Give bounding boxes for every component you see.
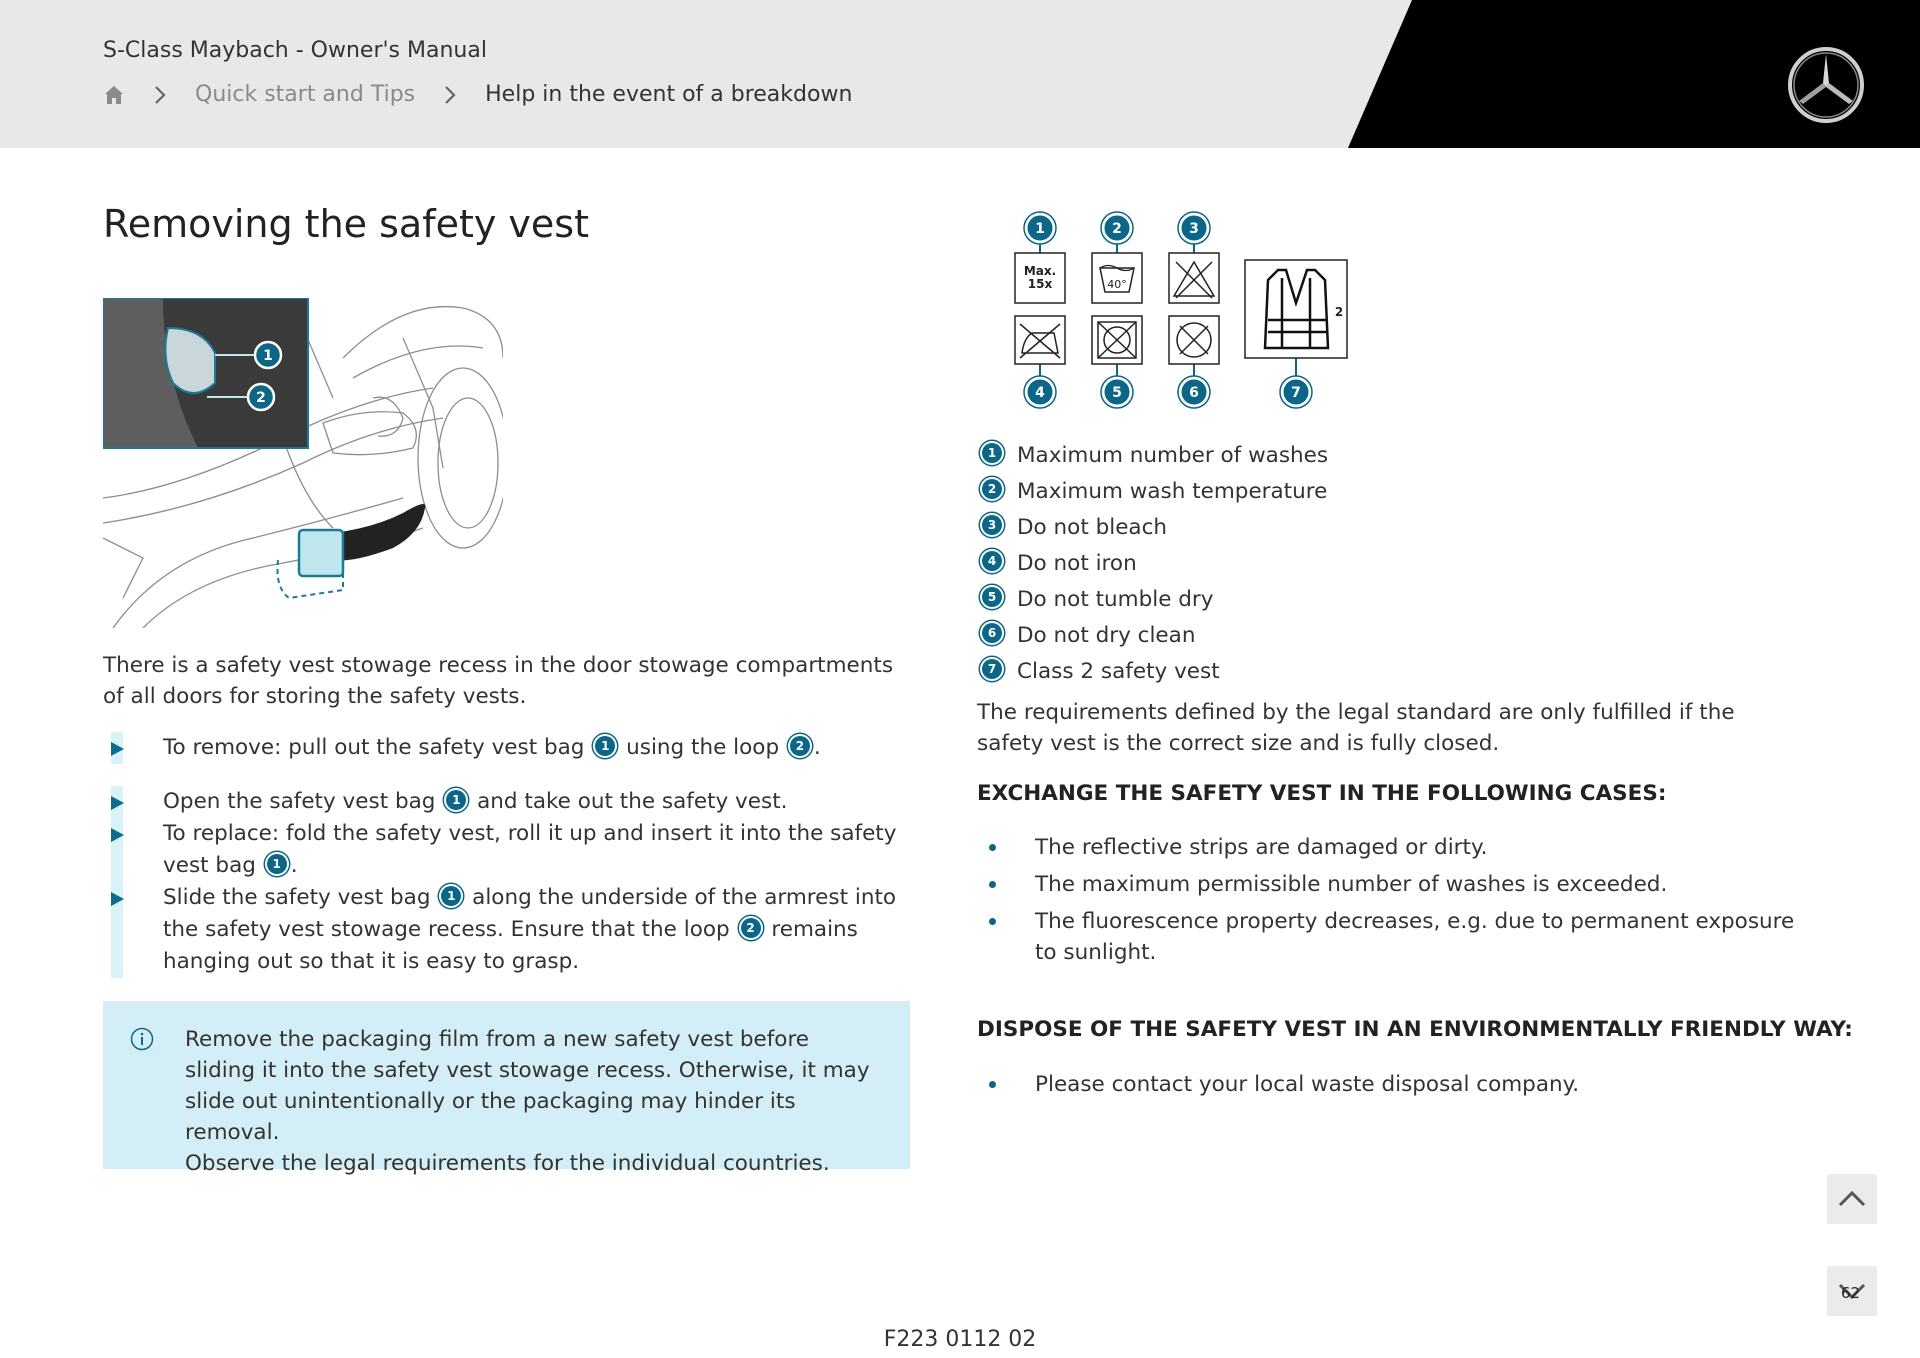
arrow-bullet-icon: [111, 828, 124, 842]
arrow-bullet-icon: [111, 892, 124, 906]
svg-text:40°: 40°: [1107, 278, 1127, 291]
home-icon[interactable]: [103, 84, 125, 106]
step-item: To replace: fold the safety vest, roll it up and insert it into the safety vest bag 1 .: [103, 818, 913, 882]
callout-badge: 1: [441, 886, 461, 906]
callout-badge: 3: [982, 515, 1002, 535]
chevron-right-icon: [437, 84, 463, 106]
step-item: Slide the safety vest bag 1 along the underside of the armrest into the safety vest stowage recess. Ensure that the loop 2 remains hanging out so that it is easy to grasp.: [103, 882, 913, 978]
symbol-callout: [1101, 212, 1133, 244]
info-text: Remove the packaging film from a new safety vest before sliding it into the safety vest stowage recess. Otherwise, it may slide out unintentionally or the packaging may hinder its removal. Observe the legal requirements for the individual countries.: [185, 1027, 870, 1176]
callout-badge: 2: [982, 479, 1002, 499]
arrow-bullet-icon: [111, 742, 124, 756]
callout-badge: 1: [267, 854, 287, 874]
intro-paragraph: There is a safety vest stowage recess in the door stowage compartments of all doors for storing the safety vests.: [103, 653, 894, 709]
legend-item: 1 Maximum number of washes: [978, 437, 1328, 473]
list-item: Please contact your local waste disposal company.: [977, 1069, 1797, 1100]
symbol-callout: [1101, 376, 1133, 408]
svg-text:2: 2: [1334, 305, 1344, 319]
svg-text:7: 7: [1291, 385, 1301, 401]
legend-item: 7 Class 2 safety vest: [978, 653, 1328, 689]
breadcrumb: [103, 82, 852, 107]
dispose-heading: DISPOSE OF THE SAFETY VEST IN AN ENVIRONMENTALLY FRIENDLY WAY:: [977, 1017, 1853, 1042]
symbol-callout: [1178, 212, 1210, 244]
symbol-legend: [978, 437, 1328, 689]
callout-badge: 2: [790, 736, 810, 756]
dispose-list: [977, 1069, 1797, 1106]
callout-badge: 1: [595, 736, 615, 756]
list-item: The fluorescence property decreases, e.g. due to permanent exposure to sunlight.: [977, 906, 1797, 968]
svg-text:4: 4: [1035, 385, 1045, 401]
breadcrumb-link-quick-start[interactable]: Quick start and Tips: [195, 82, 416, 107]
svg-text:6: 6: [1189, 385, 1199, 401]
callout-badge: 1: [446, 790, 466, 810]
arrow-bullet-icon: [111, 796, 124, 810]
document-title: S-Class Maybach - Owner's Manual: [103, 38, 487, 63]
legend-item: 2 Maximum wash temperature: [978, 473, 1328, 509]
page-title: Removing the safety vest: [103, 202, 589, 246]
symbol-callout: [1024, 376, 1056, 408]
chevron-up-icon: [1827, 1174, 1877, 1224]
exchange-list: [977, 832, 1797, 974]
page-number: 62: [1841, 1284, 1861, 1302]
legend-item: 5 Do not tumble dry: [978, 581, 1328, 617]
header-black-panel: [0, 0, 1920, 148]
svg-text:Max.: Max.: [1023, 264, 1057, 278]
callout-2: [248, 384, 274, 410]
symbol-callout: [1178, 376, 1210, 408]
step-item: To remove: pull out the safety vest bag 1 using the loop 2 .: [103, 732, 913, 764]
requirements-paragraph: The requirements defined by the legal standard are only fulfilled if the safety vest is the correct size and is fully closed.: [977, 700, 1735, 756]
callout-badge: 7: [982, 659, 1002, 679]
list-item: The reflective strips are damaged or dirty.: [977, 832, 1797, 863]
legend-item: 4 Do not iron: [978, 545, 1328, 581]
exchange-heading: EXCHANGE THE SAFETY VEST IN THE FOLLOWING CASES:: [977, 781, 1667, 806]
svg-text:1: 1: [1035, 221, 1045, 237]
info-icon: [130, 1027, 154, 1051]
step-item: Open the safety vest bag 1 and take out the safety vest.: [103, 786, 913, 818]
door-stowage-illustration: [103, 298, 503, 628]
svg-text:3: 3: [1189, 221, 1199, 237]
callout-badge: 5: [982, 587, 1002, 607]
svg-text:2: 2: [1112, 221, 1122, 237]
symbol-callout: [1280, 376, 1312, 408]
chevron-right-icon: [147, 84, 173, 106]
callout-badge: 2: [741, 918, 761, 938]
svg-text:1: 1: [263, 348, 273, 364]
breadcrumb-current: Help in the event of a breakdown: [485, 82, 853, 107]
svg-text:5: 5: [1112, 385, 1122, 401]
mercedes-star-logo[interactable]: [1787, 46, 1865, 124]
legend-item: 6 Do not dry clean: [978, 617, 1328, 653]
symbol-callout: [1024, 212, 1056, 244]
instruction-steps: [103, 732, 913, 978]
care-symbols-diagram: [1010, 208, 1360, 413]
callout-badge: 6: [982, 623, 1002, 643]
svg-text:15x: 15x: [1027, 277, 1053, 291]
svg-text:2: 2: [256, 390, 266, 406]
list-item: The maximum permissible number of washes is exceeded.: [977, 869, 1797, 900]
footer-code: F223 0112 02: [883, 1327, 1037, 1352]
callout-badge: 1: [982, 443, 1002, 463]
callout-1: [255, 342, 281, 368]
callout-badge: 4: [982, 551, 1002, 571]
scroll-up-button[interactable]: [1827, 1174, 1877, 1224]
legend-item: 3 Do not bleach: [978, 509, 1328, 545]
info-box: [103, 1001, 910, 1176]
